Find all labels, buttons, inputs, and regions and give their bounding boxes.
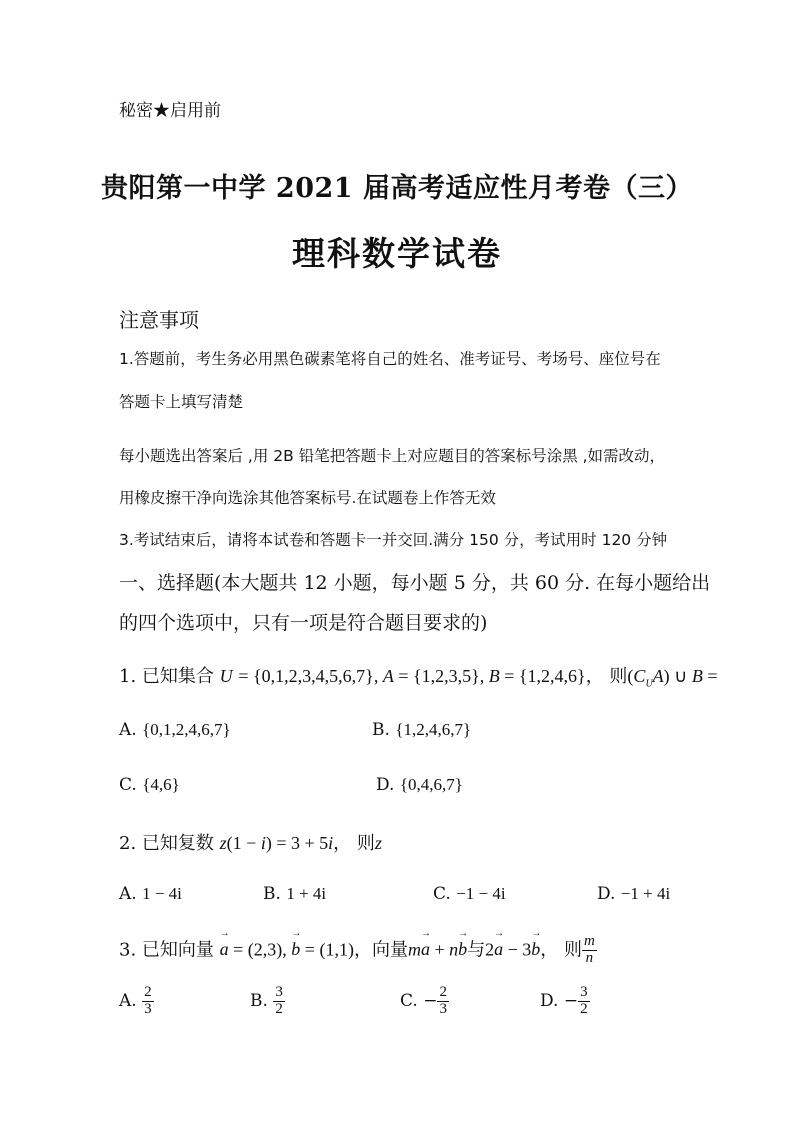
section-heading-line1: 一、选择题(本大题共 12 小题，每小题 5 分，共 60 分. 在每小题给出 <box>119 572 711 594</box>
q3-option-b[interactable]: B. $\frac{3}{2}$ <box>250 984 283 1017</box>
question-3: 3. 已知向量 → a = (2,3), → b = (1,1)，向量m→ a + n→ b与2→ a − 3→ b， 则 $\frac{m}{n}$ <box>119 934 597 967</box>
q3-option-d[interactable]: D. − $\frac{3}{2}$ <box>540 984 588 1017</box>
q2-option-a[interactable]: A. 1 − 4i <box>119 884 182 904</box>
q1-set-u: {0,1,2,3,4,5,6,7} <box>253 666 374 686</box>
q2-then: ， 则 <box>333 833 375 854</box>
q3-prefix: 3. 已知向量 <box>119 939 214 961</box>
q3-with: 与 <box>467 939 486 961</box>
q1-option-c[interactable]: C. {4,6} <box>119 775 180 795</box>
notice-item2-line2: 用橡皮擦干净向选涂其他答案标号.在试题卷上作答无效 <box>119 489 496 507</box>
q2-option-b[interactable]: B. 1 + 4i <box>263 884 327 904</box>
secret-label: 秘密★启用前 <box>119 101 221 121</box>
question-1: 1. 已知集合 U = {0,1,2,3,4,5,6,7}, A = {1,2,3,5}, B = {1,2,4,6}， 则$(C_UA)$ ∪ B = <box>119 666 718 690</box>
notice-item1-line1: 1.答题前，考生务必用黑色碳素笔将自己的姓名、准考证号、考场号、座位号在 <box>119 350 661 368</box>
q1-set-a: {1,2,3,5} <box>412 666 480 686</box>
question-2: 2. 已知复数 z(1 − i) = 3 + 5i， 则z <box>119 833 382 854</box>
notice-title: 注意事项 <box>119 308 199 332</box>
q1-option-a[interactable]: A. {0,1,2,4,6,7} <box>119 720 231 740</box>
q3-mid: ，向量 <box>353 939 408 961</box>
q2-option-c[interactable]: C. −1 − 4i <box>433 884 506 904</box>
q1-prefix: 1. 已知集合 <box>119 666 214 687</box>
q1-then: ， 则 <box>585 666 628 687</box>
notice-item2-line1: 每小题选出答案后 ,用 2B 铅笔把答题卡上对应题目的答案标号涂黑 ,如需改动， <box>119 447 666 465</box>
q1-option-d[interactable]: D. {0,4,6,7} <box>376 775 463 795</box>
subject-title: 理科数学试卷 <box>292 234 502 273</box>
q2-prefix: 2. 已知复数 <box>119 833 214 854</box>
q3-then: ， 则 <box>540 939 582 961</box>
section-heading-line2: 的四个选项中，只有一项是符合题目要求的) <box>119 612 488 634</box>
q1-option-b[interactable]: B. {1,2,4,6,7} <box>372 720 472 740</box>
q2-option-d[interactable]: D. −1 + 4i <box>597 884 671 904</box>
notice-item1-line2: 答题卡上填写清楚 <box>119 393 244 411</box>
notice-item3: 3.考试结束后，请将本试卷和答题卡一并交回.满分 150 分，考试用时 120 分钟 <box>119 531 668 549</box>
q3-vector-a: (2,3) <box>247 939 283 960</box>
q3-option-c[interactable]: C. − $\frac{2}{3}$ <box>400 984 447 1017</box>
q3-option-a[interactable]: A. $\frac{2}{3}$ <box>119 984 152 1017</box>
school-title: 贵阳第一中学 2021 届高考适应性月考卷（三） <box>101 173 693 204</box>
q1-set-b: {1,2,4,6} <box>518 666 586 686</box>
q3-vector-b: (1,1) <box>319 939 354 960</box>
